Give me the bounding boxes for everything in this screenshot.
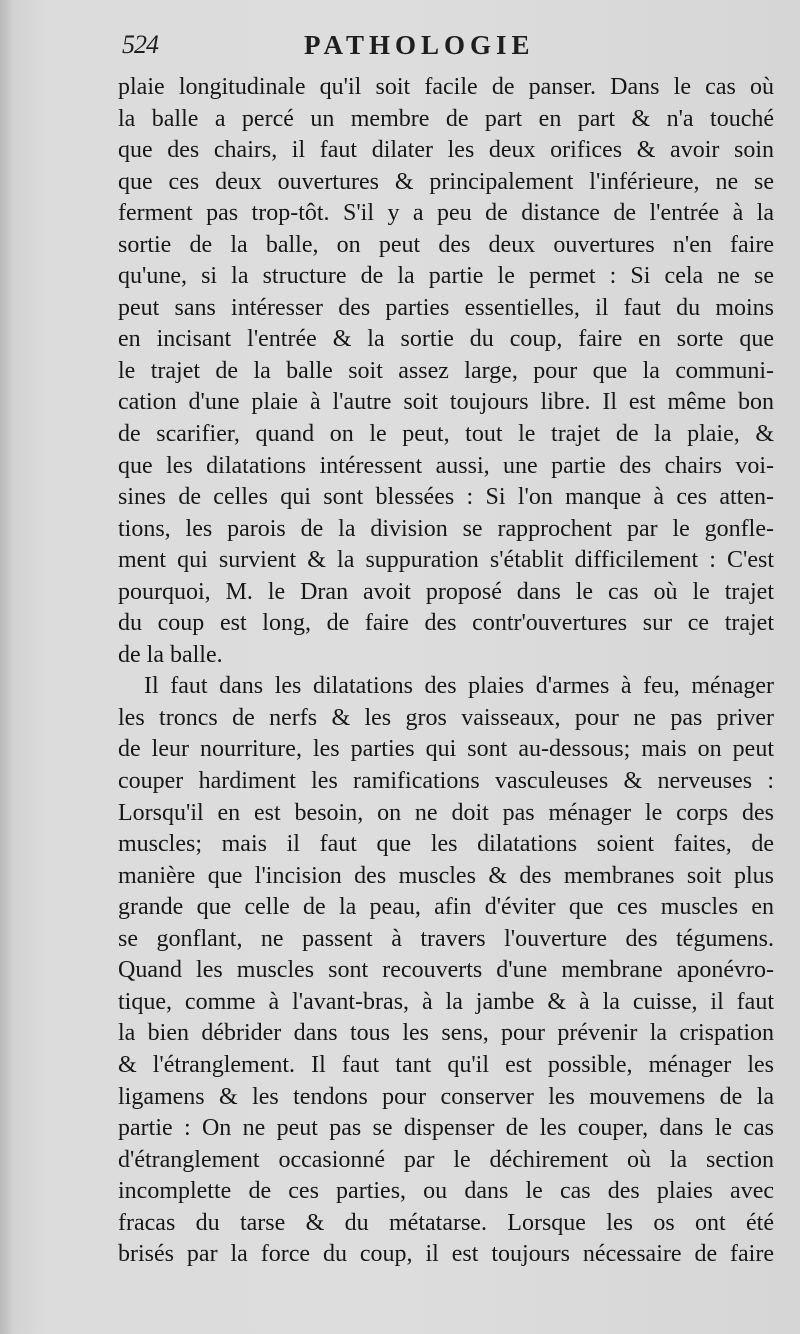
paragraph-2	[118, 671, 774, 1270]
body-text	[118, 72, 774, 1271]
text-line: sines de celles qui sont blessées : Si l'on manque à ces atten-	[118, 484, 774, 511]
text-line: que ces deux ouvertures & principalement l'inférieure, ne se	[118, 168, 774, 195]
text-line: incomplette de ces parties, ou dans le cas des plaies avec	[118, 1178, 774, 1205]
text-line: brisés par la force du coup, il est toujours nécessaire de faire	[118, 1241, 774, 1268]
page-number: 524	[122, 30, 158, 59]
spine-shadow	[0, 0, 14, 1334]
text-line: d'étranglement occasionné par le déchirement où la section	[118, 1146, 774, 1173]
text-line: Il faut dans les dilatations des plaies d'armes à feu, ménager	[144, 673, 774, 700]
text-line: que des chairs, il faut dilater les deux orifices & avoir soin	[118, 137, 774, 164]
page-header	[122, 30, 782, 70]
text-line: Lorsqu'il en est besoin, on ne doit pas ménager le corps des	[118, 799, 774, 826]
text-line: le trajet de la balle soit assez large, pour que la communi-	[118, 357, 774, 384]
text-line: ferment pas trop-tôt. S'il y a peu de distance de l'entrée à la	[118, 200, 774, 227]
paragraph-1	[118, 72, 774, 671]
text-line: tique, comme à l'avant-bras, à la jambe & à la cuisse, il faut	[118, 988, 774, 1015]
text-line: couper hardiment les ramifications vasculeuses & nerveuses :	[118, 768, 774, 795]
text-line: & l'étranglement. Il faut tant qu'il est possible, ménager les	[118, 1051, 774, 1078]
text-line: en incisant l'entrée & la sortie du coup, faire en sorte que	[118, 326, 774, 353]
running-title: PATHOLOGIE	[304, 30, 535, 60]
text-line: de la balle.	[118, 641, 223, 668]
text-line: de scarifier, quand on le peut, tout le trajet de la plaie, &	[118, 421, 774, 448]
text-line: se gonflant, ne passent à travers l'ouverture des tégumens.	[118, 925, 774, 952]
text-line: grande que celle de la peau, afin d'éviter que ces muscles en	[118, 894, 774, 921]
text-line: du coup est long, de faire des contr'ouvertures sur ce trajet	[118, 610, 774, 637]
text-line: ligamens & les tendons pour conserver les mouvemens de la	[118, 1083, 774, 1110]
text-line: tions, les parois de la division se rapprochent par le gonfle-	[118, 515, 774, 542]
text-line: pourquoi, M. le Dran avoit proposé dans le cas où le trajet	[118, 578, 774, 605]
text-line: que les dilatations intéressent aussi, une partie des chairs voi-	[118, 452, 774, 479]
text-line: manière que l'incision des muscles & des membranes soit plus	[118, 862, 774, 889]
text-line: sortie de la balle, on peut des deux ouvertures n'en faire	[118, 231, 774, 258]
text-line: qu'une, si la structure de la partie le permet : Si cela ne se	[118, 263, 774, 290]
text-line: peut sans intéresser des parties essentielles, il faut du moins	[118, 294, 774, 321]
text-line: la bien débrider dans tous les sens, pour prévenir la crispation	[118, 1020, 774, 1047]
text-line: fracas du tarse & du métatarse. Lorsque les os ont été	[118, 1209, 774, 1236]
text-line: les troncs de nerfs & les gros vaisseaux, pour ne pas priver	[118, 704, 774, 731]
text-line: partie : On ne peut pas se dispenser de les couper, dans le cas	[118, 1115, 774, 1142]
text-line: plaie longitudinale qu'il soit facile de panser. Dans le cas où	[118, 74, 774, 100]
text-line: muscles; mais il faut que les dilatations soient faites, de	[118, 831, 774, 858]
text-line: Quand les muscles sont recouverts d'une membrane aponévro-	[118, 957, 774, 984]
text-line: de leur nourriture, les parties qui sont au-dessous; mais on peut	[118, 736, 774, 763]
text-line: la balle a percé un membre de part en part & n'a touché	[118, 105, 774, 132]
text-line: ment qui survient & la suppuration s'établit difficilement : C'est	[118, 547, 774, 574]
text-line: cation d'une plaie à l'autre soit toujours libre. Il est même bon	[118, 389, 774, 416]
